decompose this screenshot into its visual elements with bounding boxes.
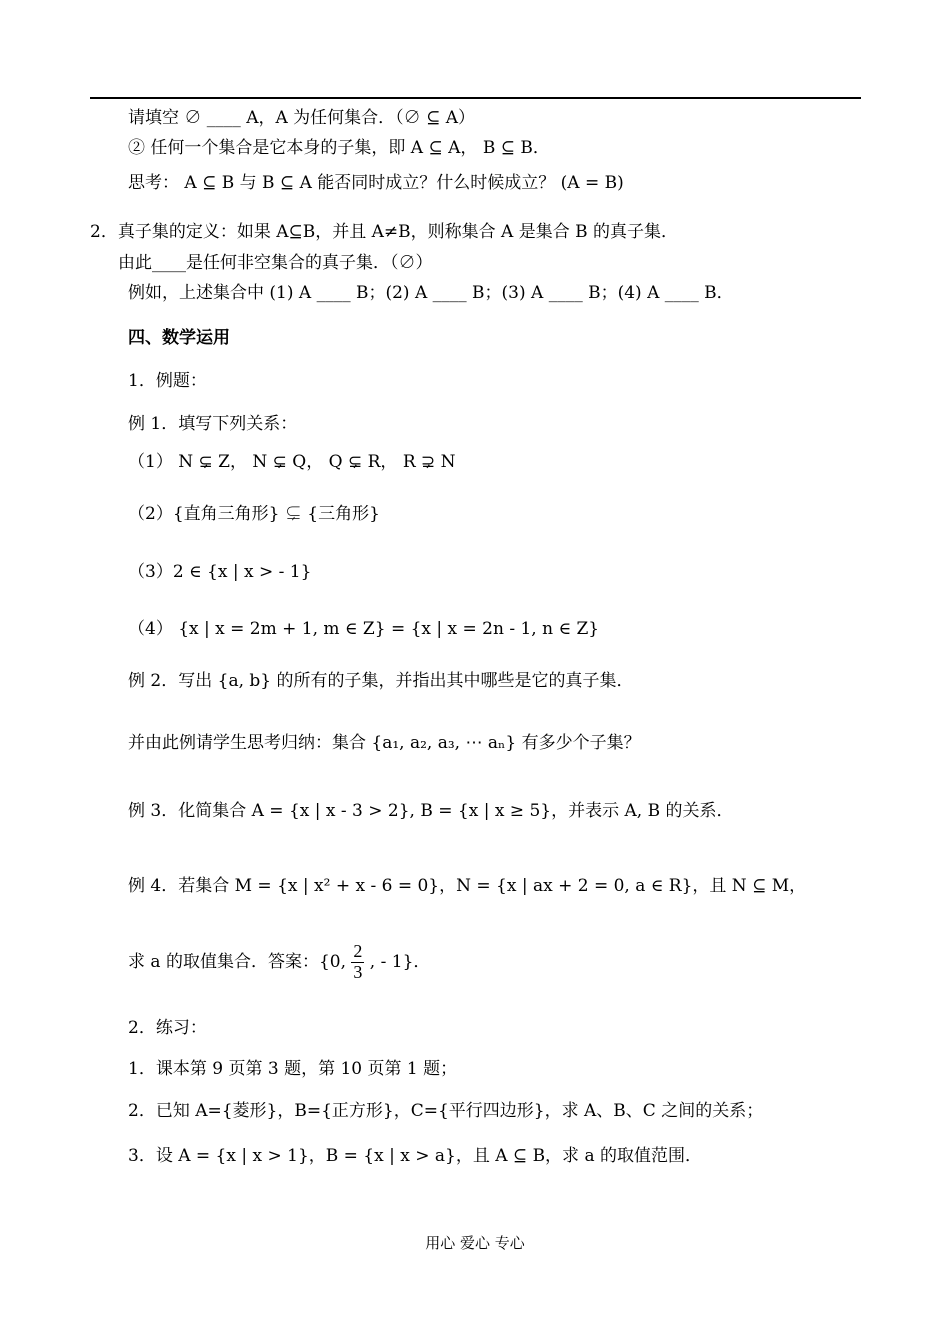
text-line-11: （3）2 ∈ {x | x > - 1} bbox=[128, 562, 312, 582]
text-line-17: 2．练习： bbox=[128, 1018, 207, 1038]
text-line-8: 例 1．填写下列关系： bbox=[128, 414, 298, 434]
section-heading: 四、数学运用 bbox=[128, 328, 230, 348]
text-line-6: 例如，上述集合中 (1) A ____ B；(2) A ____ B；(3) A ____ B；(4) A ____ B． bbox=[128, 283, 734, 303]
text-line-12: （4） {x | x = 2m + 1, m ∈ Z} = {x | x = 2n - 1, n ∈ Z} bbox=[128, 619, 600, 639]
text-line-3: 思考： A ⊆ B 与 B ⊆ A 能否同时成立？什么时候成立？ (A = B) bbox=[128, 173, 624, 193]
answer-suffix: , - 1}． bbox=[369, 951, 431, 972]
text-line-10: （2）{直角三角形} ⊊ {三角形} bbox=[128, 504, 380, 524]
text-line-19: 2．已知 A={菱形}，B={正方形}，C={平行四边形}，求 A、B、C 之间的关系； bbox=[128, 1101, 764, 1121]
text-line-18: 1．课本第 9 页第 3 题，第 10 页第 1 题； bbox=[128, 1059, 458, 1079]
header-rule bbox=[90, 97, 861, 99]
text-line-14: 并由此例请学生思考归纳：集合 {a₁, a₂, a₃, ⋯ aₙ} 有多少个子集？ bbox=[128, 733, 641, 753]
fraction bbox=[351, 942, 364, 983]
text-line-13: 例 2．写出 {a, b} 的所有的子集，并指出其中哪些是它的真子集． bbox=[128, 671, 634, 691]
text-line-2: ② 任何一个集合是它本身的子集，即 A ⊆ A， B ⊆ B． bbox=[128, 138, 550, 158]
answer-line bbox=[128, 942, 430, 983]
text-line-7: 1．例题： bbox=[128, 371, 207, 391]
text-line-9: （1） N ⊊ Z， N ⊊ Q， Q ⊊ R， R ⊋ N bbox=[128, 452, 456, 472]
fraction-numerator: 2 bbox=[353, 941, 363, 961]
text-line-4: 2．真子集的定义：如果 A⊆B，并且 A≠B，则称集合 A 是集合 B 的真子集． bbox=[90, 222, 679, 242]
fraction-denominator: 3 bbox=[353, 961, 363, 982]
text-line-15: 例 3．化简集合 A = {x | x - 3 > 2}, B = {x | x ≥ 5}，并表示 A, B 的关系． bbox=[128, 801, 734, 821]
text-line-20: 3．设 A = {x | x > 1}，B = {x | x > a}，且 A ⊆ B，求 a 的取值范围． bbox=[128, 1146, 702, 1166]
text-line-1: 请填空 ∅ ____ A，A 为任何集合．（∅ ⊆ A） bbox=[128, 108, 475, 128]
text-line-5: 由此____是任何非空集合的真子集．（∅） bbox=[118, 253, 433, 273]
answer-prefix: 求 a 的取值集合．答案：{0, bbox=[128, 951, 346, 972]
text-line-16: 例 4．若集合 M = {x | x² + x - 6 = 0}，N = {x | ax + 2 = 0, a ∈ R}，且 N ⊆ M， bbox=[128, 876, 807, 896]
page-footer: 用心 爱心 专心 bbox=[425, 1234, 525, 1252]
